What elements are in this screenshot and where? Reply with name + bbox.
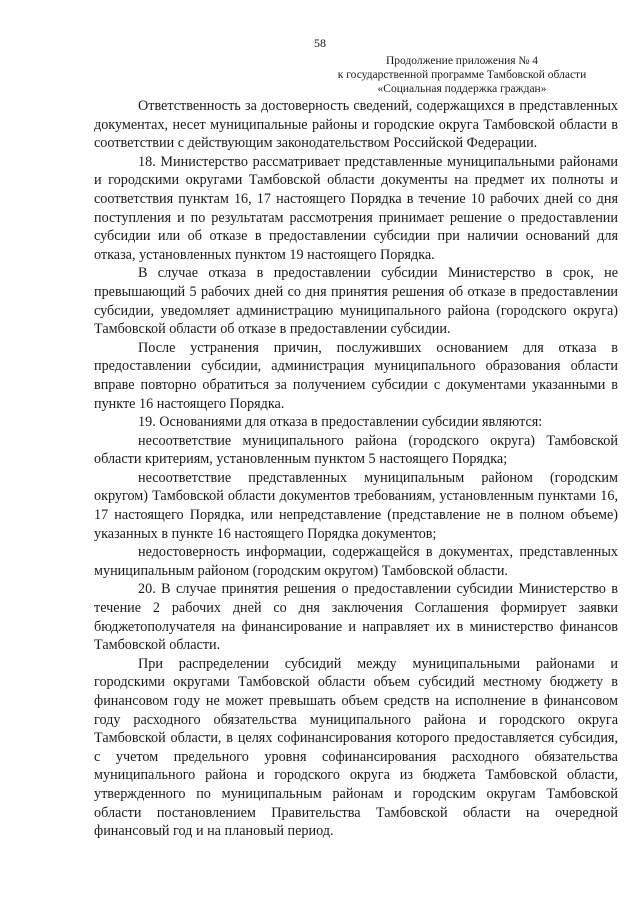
document-header: [312, 54, 612, 96]
paragraph-inaccuracy: недостоверность информации, содержащейся в документах, представленных муниципальным районом (городским округом) Тамбовской области.: [94, 544, 618, 579]
header-line-appendix: Продолжение приложения № 4: [385, 55, 539, 67]
document-body: [94, 97, 618, 841]
paragraph-responsibility: Ответственность за достоверность сведений, содержащихся в представленных документах, несет муниципальные районы и городские округа Тамбовской области в соответствии с действующим законодательством Российской Федерации.: [94, 98, 618, 152]
paragraph-documents-mismatch: несоответствие представленных муниципальным районом (городским округом) Тамбовской области документов требованиям, установленным пунктами 16, 17 настоящего Порядка, или непредставление (представление не в полном объеме) указанных в пункте 16 настоящего Порядка документов;: [94, 469, 618, 542]
header-line-program: к государственной программе Тамбовской области: [337, 69, 587, 81]
page-number: 58: [314, 36, 326, 50]
paragraph-distribution: При распределении субсидий между муниципальными районами и городскими округами Тамбовской области объем субсидий местному бюджету в финансовом году не может превышать объем средств на исполнение в финансовом году расходного обязательства муниципального района и городского округа Тамбовской области, в целях софинансирования которого предоставляется субсидия, с учетом предельного уровня софинансирования расходного обязательства муниципального района и городского округа из бюджета Тамбовской области, утвержденного по муниципальным районам и городским округам Тамбовской области постановлением Правительства Тамбовской области на очередной финансовый год и на плановый период.: [94, 655, 618, 840]
paragraph-18: 18. Министерство рассматривает представленные муниципальными районами и городскими округами Тамбовской области документы на предмет их полноты и соответствия пунктам 16, 17 настоящего Порядка в течение 10 рабочих дней со дня поступления и по результатам рассмотрения принимает решение о предоставлении субсидии или об отказе в предоставлении субсидии при наличии оснований для отказа, установленных пунктом 19 настоящего Порядка.: [94, 153, 618, 263]
paragraph-20: 20. В случае принятия решения о предоставлении субсидии Министерство в течение 2 рабочих дней со дня заключения Соглашения формирует заявки бюджетополучателя на финансирование и направляет их в министерство финансов Тамбовской области.: [94, 581, 618, 654]
header-line-program-title: «Социальная поддержка граждан»: [377, 83, 547, 95]
paragraph-19: 19. Основаниями для отказа в предоставлении субсидии являются:: [138, 414, 543, 431]
paragraph-criteria-mismatch: несоответствие муниципального района (городского округа) Тамбовской области критериям, установленным пунктом 5 настоящего Порядка;: [94, 432, 618, 468]
paragraph-reapplication: После устранения причин, послуживших основанием для отказа в предоставлении субсидии, администрация муниципального образования области вправе повторно обратиться за получением субсидии с документами указанными в пункте 16 настоящего Порядка.: [94, 339, 618, 412]
paragraph-refusal-notice: В случае отказа в предоставлении субсидии Министерство в срок, не превышающий 5 рабочих дней со дня принятия решения об отказе в предоставлении субсидии, уведомляет администрацию муниципального района (городского округа) Тамбовской области об отказе в предоставлении субсидии.: [94, 265, 618, 338]
